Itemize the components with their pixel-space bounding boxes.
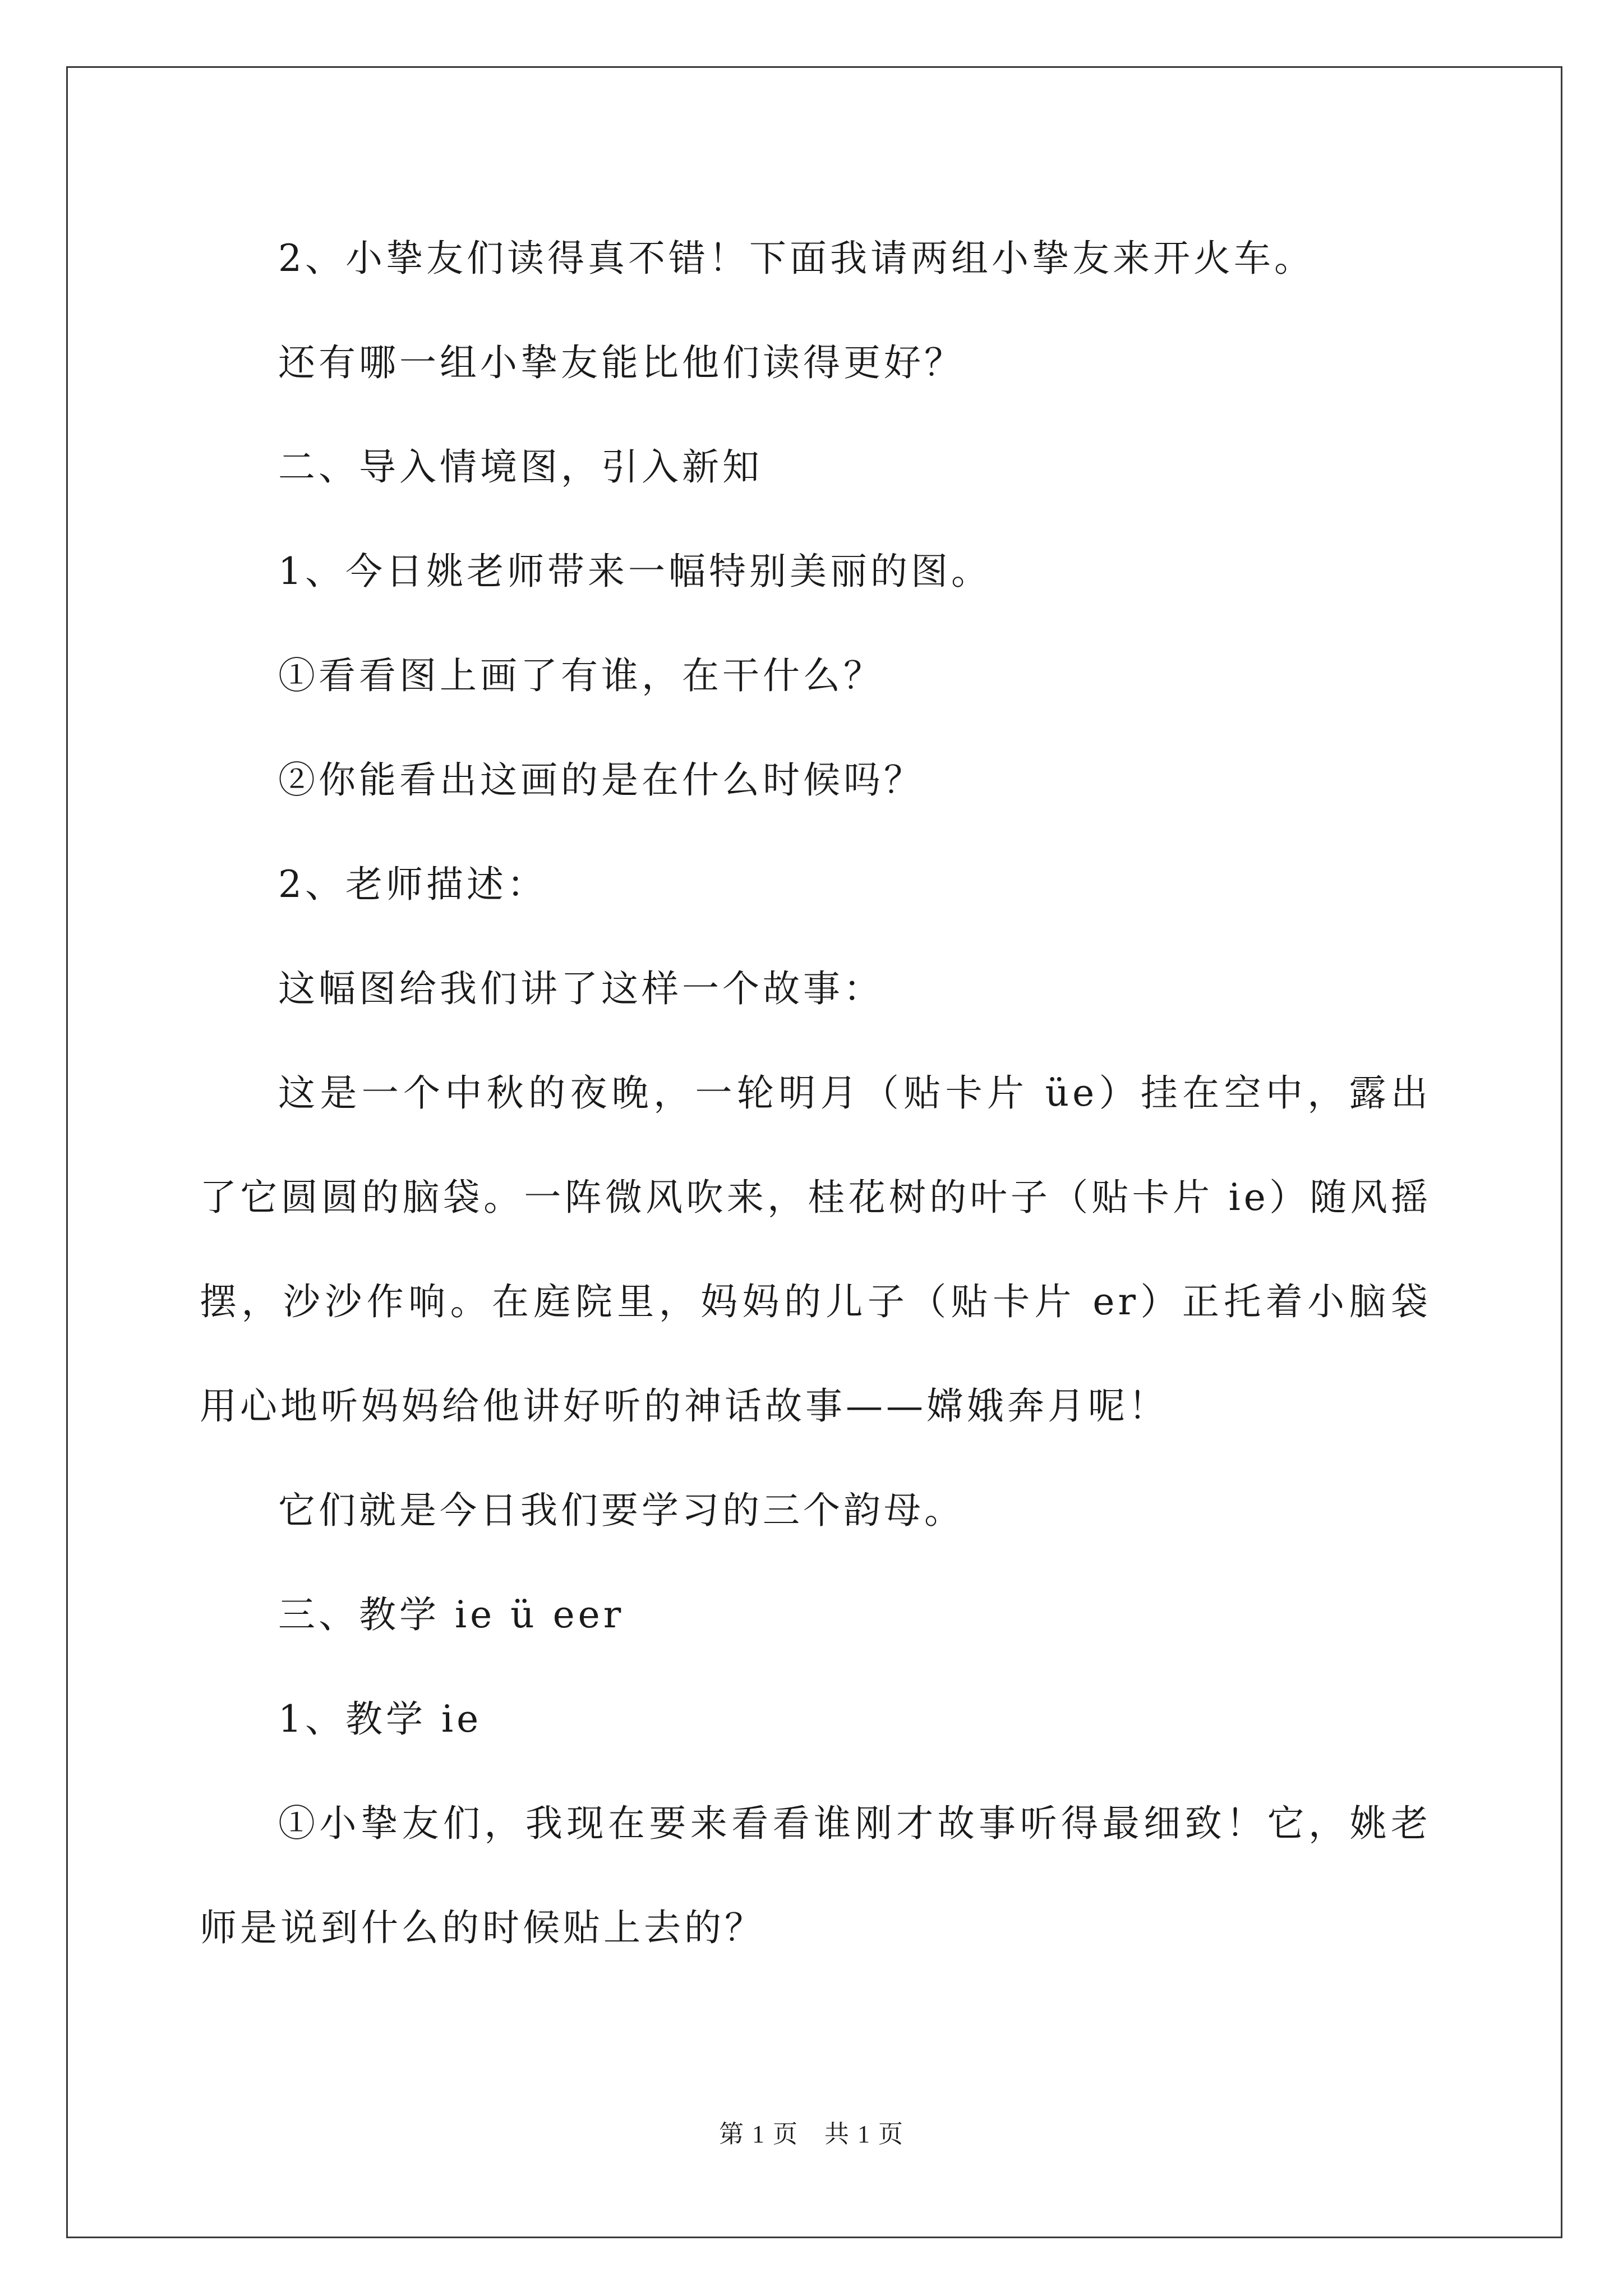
paragraph: 它们就是今日我们要学习的三个韵母。 bbox=[278, 1489, 965, 1532]
section-heading: 三、教学 ie ü eer bbox=[278, 1593, 625, 1636]
paragraph: ②你能看出这画的是在什么时候吗？ bbox=[278, 758, 924, 802]
story-paragraph: 这是一个中秋的夜晚，一轮明月（贴卡片 üe）挂在空中，露出了它圆圆的脑袋。一阵微风吹来，桂花树的叶子（贴卡片 ie）随风摇摆，沙沙作响。在庭院里，妈妈的儿子（贴卡片 er）正托着小脑袋用心地听妈妈给他讲好听的神话故事——嫦娥奔月呢！ bbox=[200, 1071, 1431, 1428]
paragraph: 2、小挚友们读得真不错！下面我请两组小挚友来开火车。 bbox=[278, 237, 1315, 280]
paragraph: 1、今日姚老师带来一幅特别美丽的图。 bbox=[278, 550, 992, 593]
paragraph: ①小挚友们，我现在要来看看谁刚才故事听得最细致！它，姚老师是说到什么的时候贴上去的？ bbox=[200, 1802, 1431, 1949]
page-footer: 第 1 页 共 1 页 bbox=[719, 2120, 904, 2148]
paragraph: 还有哪一组小挚友能比他们读得更好？ bbox=[278, 341, 965, 384]
paragraph: ①看看图上画了有谁，在干什么？ bbox=[278, 654, 884, 697]
section-heading: 二、导入情境图，引入新知 bbox=[278, 445, 763, 489]
paragraph: 1、教学 ie bbox=[278, 1697, 482, 1741]
paragraph: 这幅图给我们讲了这样一个故事： bbox=[278, 967, 884, 1010]
document-body bbox=[200, 206, 1431, 1980]
paragraph: 2、老师描述： bbox=[278, 863, 547, 906]
